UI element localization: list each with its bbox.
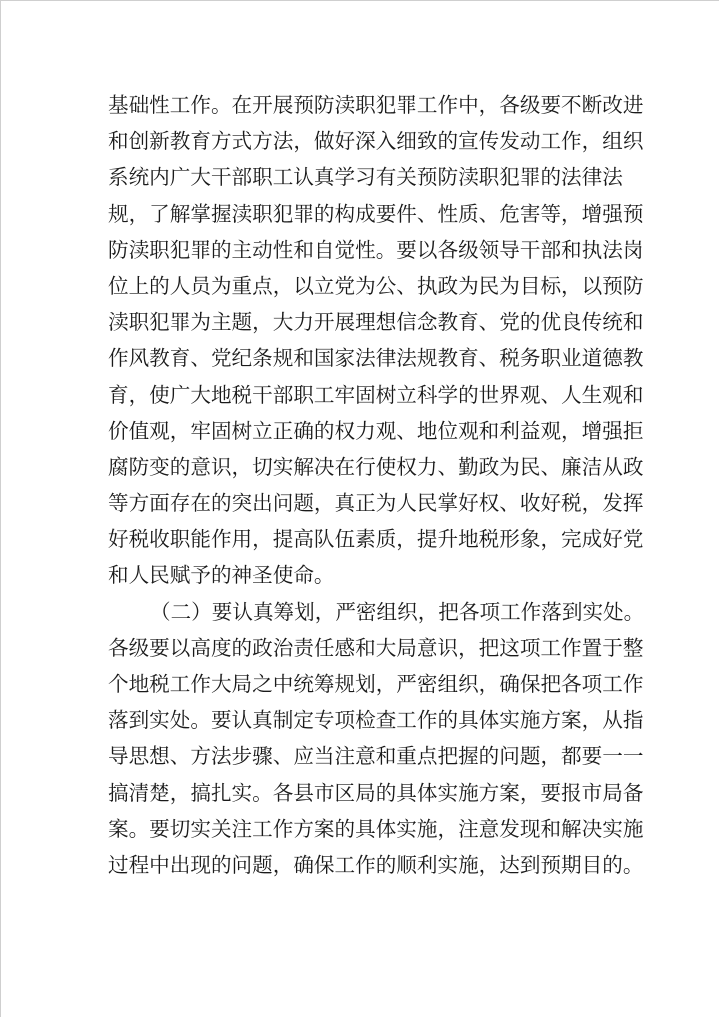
- text-line: 个地税工作大局之中统筹规划，严密组织，确保把各项工作: [108, 672, 644, 696]
- text-line: 渎职犯罪为主题，大力开展理想信念教育、党的优良传统和: [108, 310, 644, 335]
- document-body: [108, 87, 645, 883]
- text-line: 和创新教育方式方法，做好深入细致的宣传发动工作，组织: [108, 129, 644, 154]
- text-line: 落到实处。要认真制定专项检查工作的具体实施方案，从指: [108, 708, 644, 733]
- text-line: 防渎职犯罪的主动性和自觉性。要以各级领导干部和执法岗: [108, 237, 644, 262]
- text-line: 育，使广大地税干部职工牢固树立科学的世界观、人生观和: [108, 382, 644, 407]
- text-line: 基础性工作。在开展预防渎职犯罪工作中，各级要不断改进: [108, 93, 644, 117]
- text-line: 腐防变的意识，切实解决在行使权力、勤政为民、廉洁从政: [108, 454, 644, 479]
- text-line: 导思想、方法步骤、应当注意和重点把握的问题，都要一一: [108, 744, 644, 769]
- text-line: 作风教育、党纪条规和国家法律法规教育、税务职业道德教: [108, 346, 644, 371]
- section-heading: （二）要认真筹划，严密组织，把各项工作落到实处。: [150, 599, 645, 624]
- text-line: 搞清楚，搞扎实。各县市区局的具体实施方案，要报市局备: [108, 780, 644, 805]
- text-line: 系统内广大干部职工认真学习有关预防渎职犯罪的法律法: [108, 165, 623, 190]
- paragraph-end-line: 和人民赋予的神圣使命。: [108, 563, 335, 588]
- text-line: 案。要切实关注工作方案的具体实施，注意发现和解决实施: [108, 816, 644, 841]
- text-line: 等方面存在的突出问题，真正为人民掌好权、收好税，发挥: [108, 491, 644, 516]
- text-line: 位上的人员为重点，以立党为公、执政为民为目标，以预防: [108, 273, 644, 298]
- text-line: 好税收职能作用，提高队伍素质，提升地税形象，完成好党: [108, 527, 644, 552]
- text-line: 规，了解掌握渎职犯罪的构成要件、性质、危害等，增强预: [108, 201, 644, 226]
- paragraph-end-line: 过程中出现的问题，确保工作的顺利实施，达到预期目的。: [108, 852, 644, 877]
- text-line: 价值观，牢固树立正确的权力观、地位观和利益观，增强拒: [108, 418, 644, 443]
- text-line: 各级要以高度的政治责任感和大局意识，把这项工作置于整: [108, 635, 644, 660]
